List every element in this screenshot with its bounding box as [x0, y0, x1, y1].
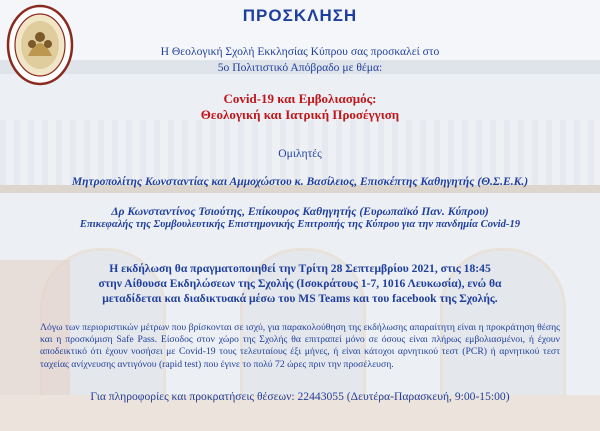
topic-line-2: Θεολογική και Ιατρική Προσέγγιση: [200, 107, 400, 122]
event-line-1: Η εκδήλωση θα πραγματοποιηθεί την Τρίτη 28 Σεπτεμβρίου 2021, στις 18:45: [109, 262, 491, 275]
restrictions-paragraph: Λόγω των περιοριστικών μέτρων που βρίσκονται σε ισχύ, για παρακολούθηση της εκδήλωσης απαραίτητη είναι η προκράτηση θέσης και η προσκόμιση Safe Pass. Είσοδος στον χώρο της Σχολής θα επιτραπεί μόνο σε όσους είναι πλήρως εμβολιασμένοι, ή έχουν αποδεικτικό ότι έχουν νοσήσει με Covid-19 τους τελευταίους έξι μήνες, ή είναι κάτοχοι αρνητικού τεστ (PCR) ή αρνητικού τεστ ταχείας ανίχνευσης αντιγόνου (rapid test) που έγινε το πολύ 72 ώρες πριν την προσέλευση.: [40, 322, 560, 370]
speaker-1: Μητροπολίτης Κωνσταντίας και Αμμοχώστου κ. Βασίλειος, Επισκέπτης Καθηγητής (Θ.Σ.Ε.Κ.): [71, 175, 529, 188]
event-line-3: μεταδίδεται και διαδικτυακά μέσω του MS Teams και του facebook της Σχολής.: [102, 292, 498, 305]
speakers-heading: Ομιλητές: [278, 147, 322, 160]
speaker-2-name: Δρ Κωνσταντίνος Τσιούτης, Επίκουρος Καθηγητής (Ευρωπαϊκό Παν. Κύπρου): [111, 205, 489, 218]
event-line-2: στην Αίθουσα Εκδηλώσεων της Σχολής (Ισοκράτους 1-7, 1016 Λευκωσία), ενώ θα: [98, 277, 502, 290]
topic-line-1: Covid-19 και Εμβολιασμός:: [223, 91, 377, 106]
contact-info: Για πληροφορίες και προκρατήσεις θέσεων: 22443055 (Δευτέρα-Παρασκευή, 9:00-15:00): [90, 390, 510, 403]
speaker-2-role: Επικεφαλής της Συμβουλευτικής Επιστημονικής Επιτροπής της Κύπρου για την πανδημία Covid-19: [79, 219, 521, 230]
invitation-title: ΠΡΟΣΚΛΗΣΗ: [242, 6, 358, 25]
intro-line-2: 5ο Πολιτιστικό Απόβραδο με θέμα:: [217, 61, 383, 74]
intro-line-1: Η Θεολογική Σχολή Εκκλησίας Κύπρου σας προσκαλεί στο: [160, 45, 440, 58]
